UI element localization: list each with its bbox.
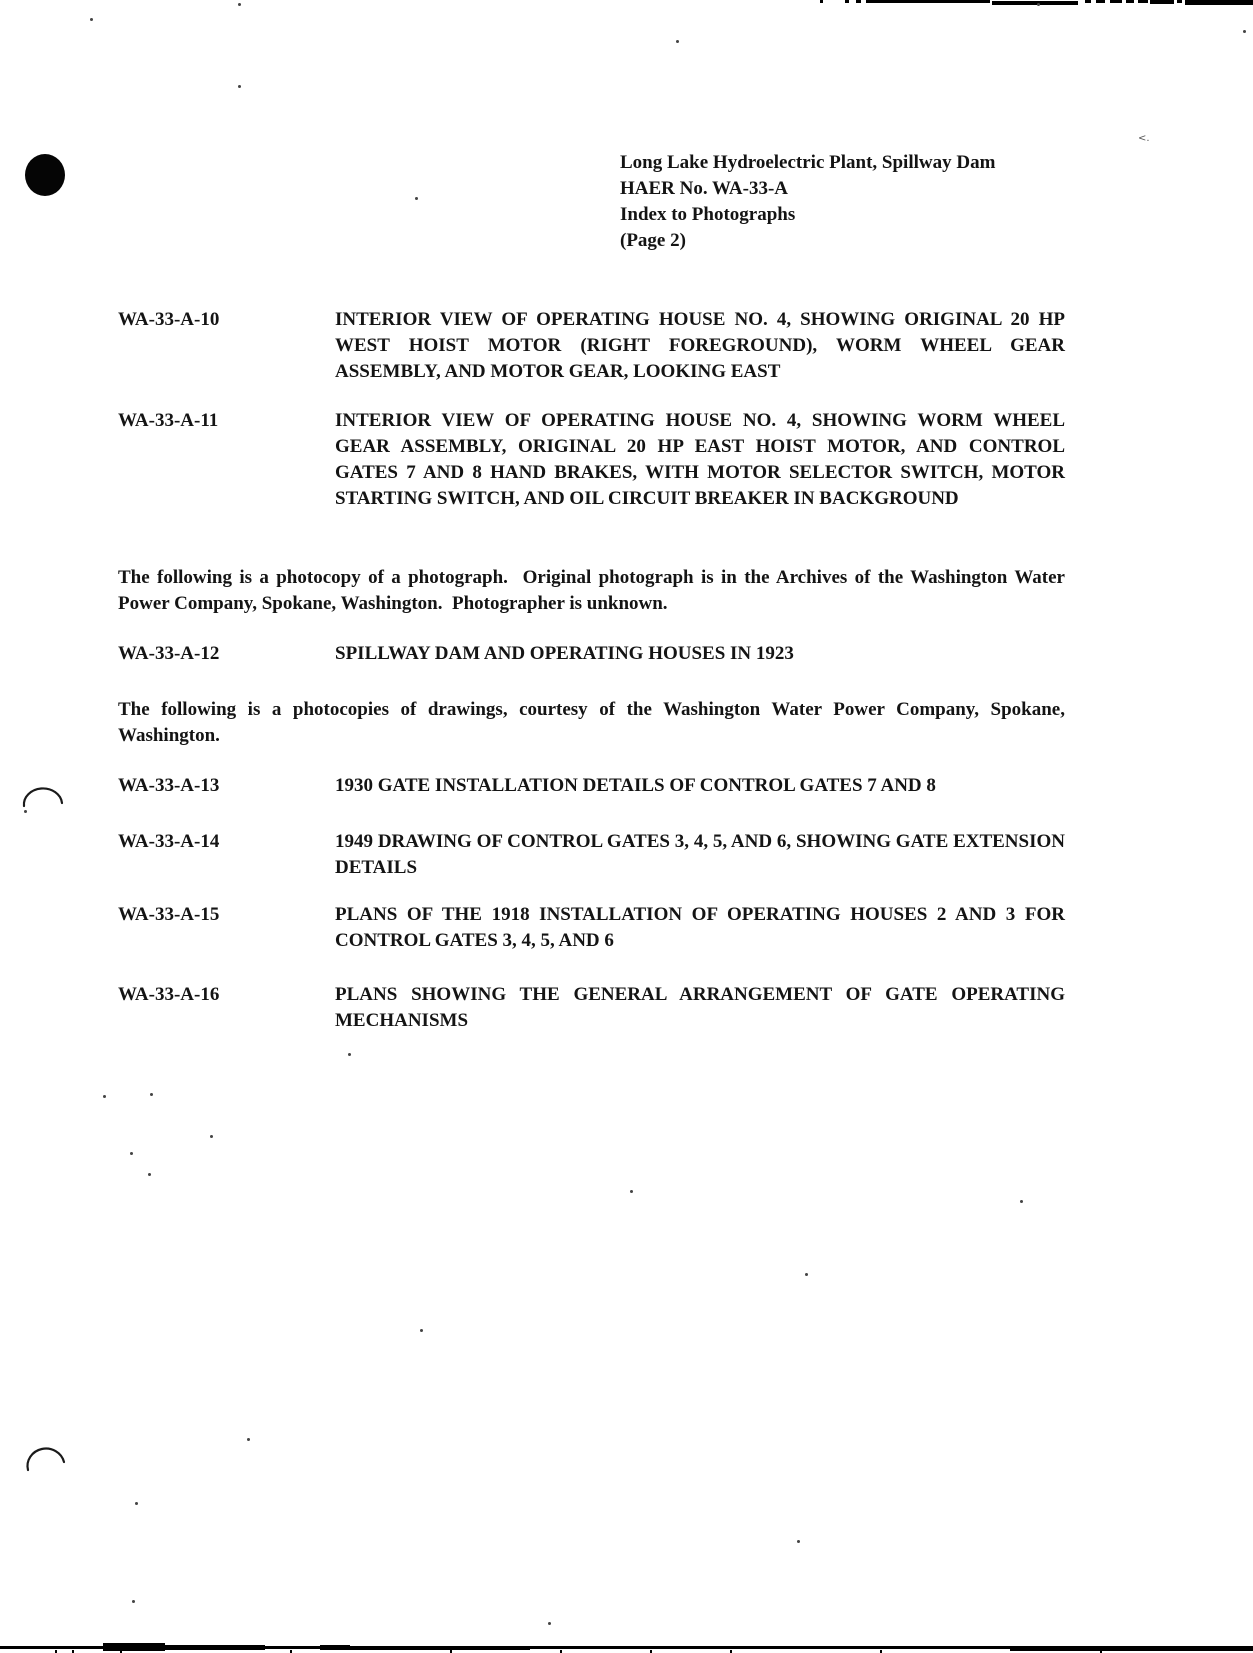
scan-artifact-top [1085,0,1091,3]
document-page-label: (Page 2) [620,230,686,251]
scan-speck [415,197,418,200]
photo-entry-id: WA-33-A-11 [118,410,219,431]
scan-artifact-top [1185,0,1253,5]
scan-speck [1243,30,1246,33]
photo-entry-description: PLANS SHOWING THE GENERAL ARRANGEMENT OF GATE OPERATING MECHANISMS [335,984,1070,1031]
photo-entry-id: WA-33-A-12 [118,643,220,664]
scan-artifact-bottom [320,1645,350,1650]
pen-arc-mark-lower [24,1436,72,1476]
punch-hole-mark [25,154,65,196]
scan-speck [130,1152,133,1155]
scan-smudge-mark: <. [1138,133,1150,144]
photo-entry-wa-33-a-13 [118,773,1065,799]
scan-artifact-top [845,0,849,3]
scan-speck [247,1438,250,1441]
photo-entry-wa-33-a-16 [118,982,1070,1034]
document-haer-number: HAER No. WA-33-A [620,178,789,199]
scan-artifact-top [1096,0,1105,3]
scan-artifact-bottom [165,1645,265,1650]
scan-artifact-top [1138,0,1148,3]
photo-entry-description: 1949 DRAWING OF CONTROL GATES 3, 4, 5, AND 6, SHOWING GATE EXTENSION DETAILS [335,831,1070,878]
pen-arc-mark-upper [20,780,70,812]
photo-entry-wa-33-a-14 [118,829,1070,881]
scan-artifact-top [856,0,861,3]
scan-artifact-bottom [1010,1646,1253,1651]
photocopy-note-drawings: The following is a photocopies of drawings, courtesy of the Washington Water Power Company, Spokane, Washington. [118,699,1070,746]
photo-entry-description: SPILLWAY DAM AND OPERATING HOUSES IN 1923 [335,643,794,664]
scan-speck [135,1502,138,1505]
scan-speck [210,1135,213,1138]
scan-speck [148,1173,151,1176]
scan-artifact-top [1150,0,1174,4]
scan-speck [103,1095,106,1098]
photo-entry-description: INTERIOR VIEW OF OPERATING HOUSE NO. 4, SHOWING ORIGINAL 20 HP WEST HOIST MOTOR (RIGHT FOREGROUND), WORM WHEEL GEAR ASSEMBLY, AND MOTOR GEAR, LOOKING EAST [335,309,1070,382]
scan-speck [797,1540,800,1543]
scan-artifact-bottom [103,1643,165,1651]
scan-artifact-bottom [350,1646,530,1650]
scan-speck [805,1273,808,1276]
photo-entry-description: 1930 GATE INSTALLATION DETAILS OF CONTROL GATES 7 AND 8 [335,775,936,796]
scan-speck [630,1190,633,1193]
scan-speck [90,18,93,21]
photo-entry-id: WA-33-A-13 [118,775,220,796]
scan-speck [676,40,679,43]
scan-speck [238,3,241,6]
photo-entry-description: PLANS OF THE 1918 INSTALLATION OF OPERATING HOUSES 2 AND 3 FOR CONTROL GATES 3, 4, 5, AND 6 [335,904,1070,951]
photo-entry-wa-33-a-15 [118,902,1070,954]
photo-entry-description: INTERIOR VIEW OF OPERATING HOUSE NO. 4, SHOWING WORM WHEEL GEAR ASSEMBLY, ORIGINAL 20 HP EAST HOIST MOTOR, AND CONTROL GATES 7 AND 8 HAND BRAKES, WITH MOTOR SELECTOR SWITCH, MOTOR STARTING SWITCH, AND OIL CIRCUIT BREAKER IN BACKGROUND [335,410,1070,509]
photo-entry-wa-33-a-12 [118,641,1065,667]
photo-entry-wa-33-a-11 [118,408,1070,512]
scan-artifact-top [992,1,1078,5]
scan-speck [150,1093,153,1096]
scan-speck [1037,3,1040,6]
scan-speck [24,810,27,813]
photo-entry-id: WA-33-A-10 [118,309,220,330]
scan-speck [348,1053,351,1056]
scan-speck [238,85,241,88]
photo-entry-id: WA-33-A-14 [118,831,220,852]
scan-speck [132,1600,135,1603]
photo-entry-id: WA-33-A-15 [118,904,220,925]
document-index-label: Index to Photographs [620,204,796,225]
scan-speck [420,1329,423,1332]
scan-artifact-top [1126,0,1134,3]
document-header [620,150,1100,254]
scan-artifact-top [866,0,892,3]
photocopy-note-photograph: The following is a photocopy of a photograph. Original photograph is in the Archives of the Washington Water Power Company, Spokane, Washington. Photographer is unknown. [118,567,1070,614]
scan-speck [548,1622,551,1625]
scan-artifact-top [820,0,823,3]
photo-entry-wa-33-a-10 [118,307,1070,385]
document-title: Long Lake Hydroelectric Plant, Spillway Dam [620,152,996,173]
photo-entry-id: WA-33-A-16 [118,984,220,1005]
scan-artifact-top [892,0,990,3]
scan-artifact-top [1177,0,1182,3]
scan-speck [1020,1200,1023,1203]
scan-artifact-top [1110,0,1122,3]
